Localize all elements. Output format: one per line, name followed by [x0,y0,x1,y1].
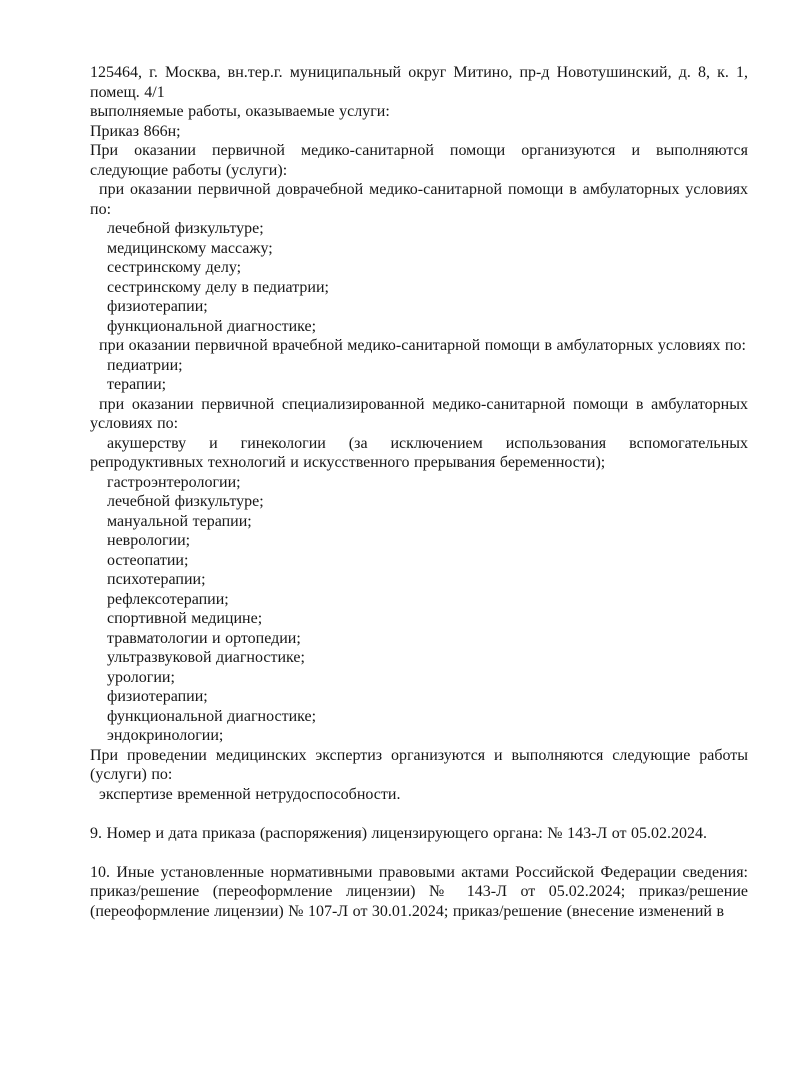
paragraph: выполняемые работы, оказываемые услуги: [90,103,390,120]
paragraph: медицинскому массажу; [107,239,273,257]
paragraph: мануальной терапии; [107,512,252,530]
paragraph: функциональной диагностике; [107,317,317,335]
paragraph: экспертизе временной нетрудоспособности. [99,785,401,803]
paragraph: спортивной медицине; [107,610,263,627]
paragraph: урологии; [107,668,175,686]
paragraph: травматологии и ортопедии; [107,629,301,647]
paragraph: 9. Номер и дата приказа (распоряжения) лицензирующего органа: № 143-Л от 05.02.2024. [90,824,708,842]
blank-line [90,804,748,824]
paragraph: при оказании первичной доврачебной медико-санитарной помощи в амбулаторных условиях по: [90,181,748,218]
paragraph: 125464, г. Москва, вн.тер.г. муниципальный округ Митино, пр-д Новотушинский, д. 8, к. 1, помещ. 4/1 [90,64,748,101]
paragraph: Приказ 866н; [90,122,181,140]
paragraph: При проведении медицинских экспертиз организуются и выполняются следующие работы (услуги) по: [90,746,748,783]
paragraph: при оказании первичной специализированной медико-санитарной помощи в амбулаторных условиях по: [90,395,748,432]
paragraph: терапии; [107,376,167,393]
paragraph: при оказании первичной врачебной медико-санитарной помощи в амбулаторных условиях по: [99,337,746,354]
paragraph: При оказании первичной медико-санитарной помощи организуются и выполняются следующие работы (услуги): [90,142,748,179]
paragraph: педиатрии; [107,356,183,374]
blank-line [90,843,748,863]
paragraph: 10. Иные установленные нормативными правовыми актами Российской Федерации сведения: приказ/решение (переоформление лицензии) № 143-Л от 05.02.2024; приказ/решение (переоформление лицензии) № 107-Л от 30.01.2024; приказ/решение (внесение изменений в [90,863,748,920]
paragraph: физиотерапии; [107,298,208,315]
paragraph: лечебной физкультуре; [107,220,264,237]
paragraph: остеопатии; [107,551,189,569]
paragraph: функциональной диагностике; [107,707,317,725]
paragraph: сестринскому делу в педиатрии; [107,278,329,296]
paragraph: акушерству и гинекологии (за исключением использования вспомогательных репродуктивных технологий и искусственного прерывания беременности); [90,434,748,471]
paragraph: рефлексотерапии; [107,590,229,608]
paragraph: гастроэнтерологии; [107,473,241,491]
paragraph: сестринскому делу; [107,259,242,276]
paragraph: лечебной физкультуре; [107,493,264,510]
paragraph: физиотерапии; [107,688,208,705]
paragraph: ультразвуковой диагностике; [107,649,305,666]
document-body [90,63,748,921]
paragraph: психотерапии; [107,571,206,588]
paragraph: неврологии; [107,532,191,549]
paragraph: эндокринологии; [107,727,224,744]
